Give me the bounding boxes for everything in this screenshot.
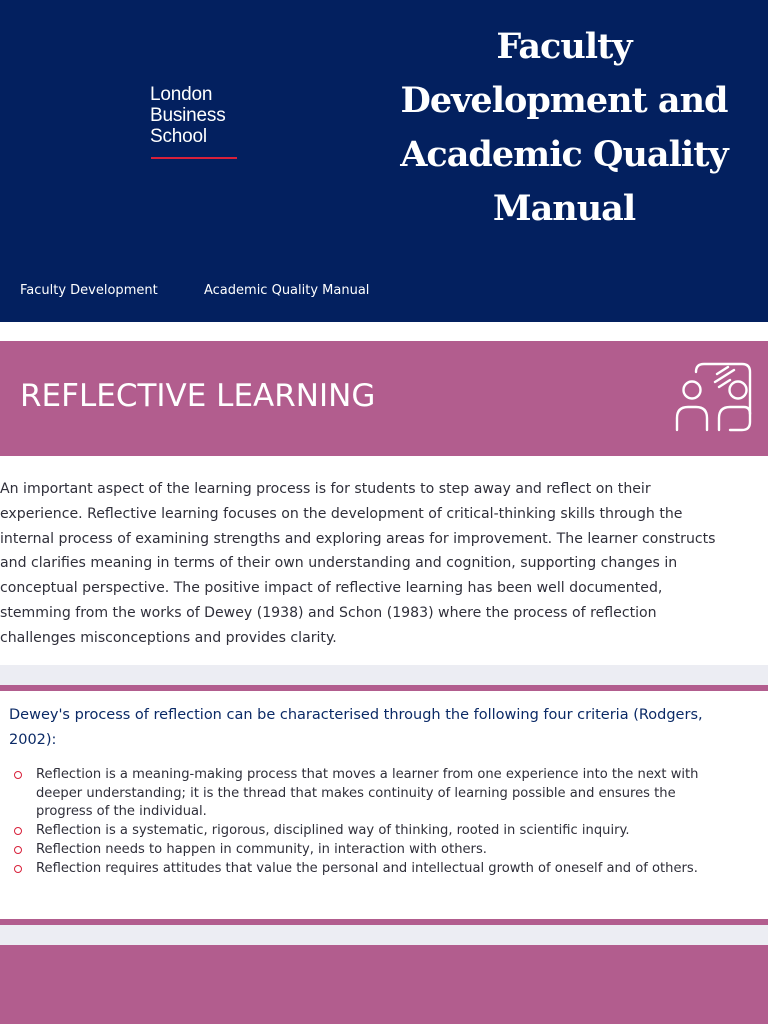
intro-line: challenges misconceptions and provides clarity. — [0, 629, 337, 646]
criteria-list — [0, 766, 760, 878]
logo-underline — [151, 157, 237, 159]
list-item — [0, 860, 760, 879]
intro-line: stemming from the works of Dewey (1938) and Schon (1983) where the process of reflection — [0, 604, 657, 621]
list-item — [0, 841, 760, 860]
divider-band — [0, 665, 768, 685]
heading-line: 2002): — [9, 732, 57, 748]
list-item-line: deeper understanding; it is the thread that makes continuity of learning possible and ensures the — [36, 785, 676, 801]
bullet-icon — [14, 865, 22, 873]
list-item — [0, 822, 760, 841]
title-line: Faculty — [496, 26, 632, 67]
bullet-icon — [14, 846, 22, 854]
title-line: Academic Quality — [400, 134, 728, 175]
logo-line: Business — [150, 105, 226, 126]
heading-line: Dewey's process of reflection can be characterised through the following four criteria (Rodgers, — [9, 707, 703, 723]
intro-line: internal process of examining strengths and exploring areas for improvement. The learner constructs — [0, 530, 716, 547]
reflection-icon — [674, 362, 752, 434]
breadcrumb-academic-quality-manual[interactable]: Academic Quality Manual — [204, 283, 370, 298]
bullet-icon — [14, 771, 22, 779]
list-item-line: progress of the individual. — [36, 804, 207, 820]
section-title: REFLECTIVE LEARNING — [20, 378, 376, 414]
intro-line: and clarifies meaning in terms of their own understanding and cognition, supporting changes in — [0, 555, 678, 572]
page-title — [380, 20, 748, 236]
intro-line: conceptual perspective. The positive impact of reflective learning has been well documented, — [0, 580, 663, 597]
divider-band — [0, 925, 768, 945]
intro-paragraph — [0, 477, 764, 651]
next-section-banner — [0, 945, 768, 1024]
list-item-line: Reflection is a systematic, rigorous, disciplined way of thinking, rooted in scientific inquiry. — [36, 823, 630, 839]
logo-line: London — [150, 84, 213, 105]
list-item — [0, 766, 760, 822]
breadcrumb-faculty-development[interactable]: Faculty Development — [20, 283, 158, 298]
criteria-heading — [9, 703, 749, 753]
list-item-line: Reflection is a meaning-making process that moves a learner from one experience into the next with — [36, 767, 699, 782]
list-item-line: Reflection requires attitudes that value the personal and intellectual growth of oneself and of others. — [36, 860, 698, 876]
list-item-line: Reflection needs to happen in community, in interaction with others. — [36, 841, 487, 857]
intro-line: experience. Reflective learning focuses on the development of critical-thinking skills through the — [0, 505, 683, 522]
lbs-logo[interactable] — [150, 84, 226, 147]
title-line: Manual — [492, 188, 636, 229]
title-line: Development and — [400, 80, 728, 121]
intro-line: An important aspect of the learning process is for students to step away and reflect on their — [0, 481, 651, 497]
bullet-icon — [14, 827, 22, 835]
logo-line: School — [150, 126, 207, 147]
